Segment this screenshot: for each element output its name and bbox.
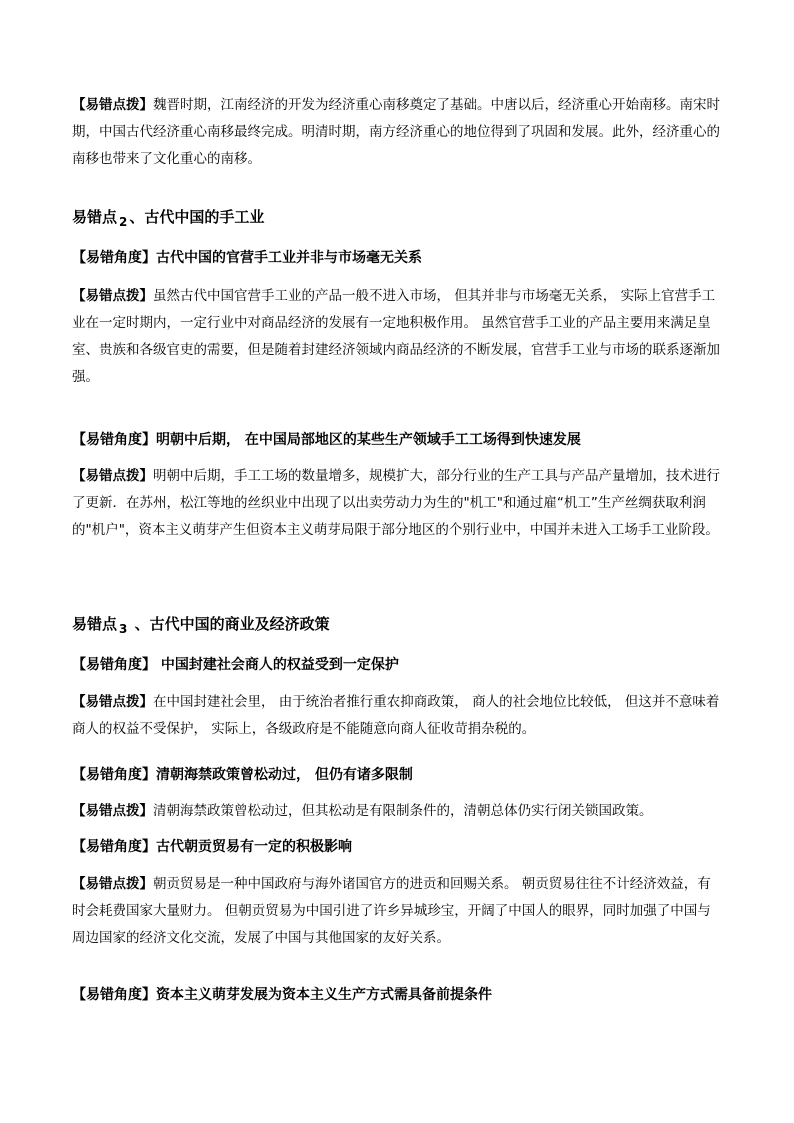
angle-label: 【易错角度】 <box>72 987 156 1003</box>
tip-label: 【易错点拨】 <box>72 876 153 892</box>
tip-label: 【易错点拨】 <box>72 803 153 819</box>
angle-text: 古代中国的官营手工业并非与市场毫无关系 <box>156 250 422 266</box>
tip-paragraph-2 <box>72 283 724 391</box>
tip-label: 【易错点拨】 <box>72 288 153 304</box>
angle-heading-2 <box>72 430 724 450</box>
tip-label: 【易错点拨】 <box>72 468 153 484</box>
tip-text: 朝贡贸易是一种中国政府与海外诸国官方的进贡和回赐关系。 朝贡贸易往往不计经济效益，有时会耗费国家大量财力。 但朝贡贸易为中国引进了许乡异城珍宝，开阔了中国人的眼界，同时加强了中国与周边国家的经济文化交流，发展了中国与其他国家的友好关系。 <box>72 876 711 946</box>
angle-text: 资本主义萌芽发展为资本主义生产方式需具备前提条件 <box>156 987 492 1003</box>
section-heading-2: 易错点 $_2$ 、古代中国的手工业 <box>72 208 265 229</box>
angle-label: 【易错角度】 <box>72 432 156 448</box>
tip-paragraph-6 <box>72 871 724 952</box>
section-number: 2 <box>119 215 128 229</box>
tip-text: 在中国封建社会里， 由于统治者推行重农抑商政策， 商人的社会地位比较低， 但这并不意味着商人的权益不受保护， 实际上，各级政府是不能随意向商人征收苛捐杂税的。 <box>72 694 720 737</box>
angle-text: 古代朝贡贸易有一定的积极影响 <box>156 839 352 855</box>
tip-paragraph-1 <box>72 92 724 173</box>
angle-heading-1 <box>72 248 724 268</box>
angle-label: 【易错角度】 <box>72 250 156 266</box>
section-title: 、古代中国的手工业 <box>129 208 265 226</box>
angle-label: 【易错角度】 <box>72 767 156 783</box>
tip-text: 明朝中后期，手工工场的数量增多，规模扩大，部分行业的生产工具与产品产量增加，技术进行了更新．在苏州，松江等地的丝织业中出现了以出卖劳动力为生的"机工"和通过雇“机工”生产丝绸获取利润的"机户"，资本主义萌芽产生但资本主义萌芽局限于部分地区的个别行业中，中国并未进入工场手工业阶段。 <box>72 468 720 538</box>
angle-heading-3 <box>72 655 724 675</box>
tip-label: 【易错点拨】 <box>72 97 153 113</box>
tip-paragraph-5 <box>72 798 724 825</box>
angle-label: 【易错角度】 <box>72 839 156 855</box>
tip-paragraph-3 <box>72 463 724 544</box>
angle-text: 中国封建社会商人的权益受到一定保护 <box>156 657 399 673</box>
angle-text: 清朝海禁政策曾松动过， 但仍有诸多限制 <box>156 767 413 783</box>
tip-text: 虽然古代中国官营手工业的产品一般不进入市场， 但其并非与市场毫无关系， 实际上官营手工业在一定时期内，一定行业中对商品经济的发展有一定地积极作用。 虽然官营手工业的产品主要用来满足皇室、贵族和各级官吏的需要，但是随着封建经济领域内商品经济的不断发展，官营手工业与市场的联系逐渐加强。 <box>72 288 720 385</box>
section-title: 、古代中国的商业及经济政策 <box>129 615 330 633</box>
angle-heading-4 <box>72 765 724 785</box>
tip-paragraph-4 <box>72 689 724 743</box>
angle-text: 明朝中后期， 在中国局部地区的某些生产领域手工工场得到快速发展 <box>156 432 581 448</box>
angle-heading-6 <box>72 985 724 1005</box>
angle-heading-5 <box>72 837 724 857</box>
angle-label: 【易错角度】 <box>72 657 156 673</box>
tip-text: 清朝海禁政策曾松动过，但其松动是有限制条件的，清朝总体仍实行闭关锁国政策。 <box>153 803 653 819</box>
section-heading-3: 易错点 $_3$ 、古代中国的商业及经济政策 <box>72 615 330 636</box>
section-number: 3 <box>119 622 128 636</box>
tip-text: 魏晋时期，江南经济的开发为经济重心南移奠定了基础。中唐以后，经济重心开始南移。南宋时期，中国古代经济重心南移最终完成。明清时期，南方经济重心的地位得到了巩固和发展。此外，经济重心的南移也带来了文化重心的南移。 <box>72 97 720 167</box>
tip-label: 【易错点拨】 <box>72 694 153 710</box>
